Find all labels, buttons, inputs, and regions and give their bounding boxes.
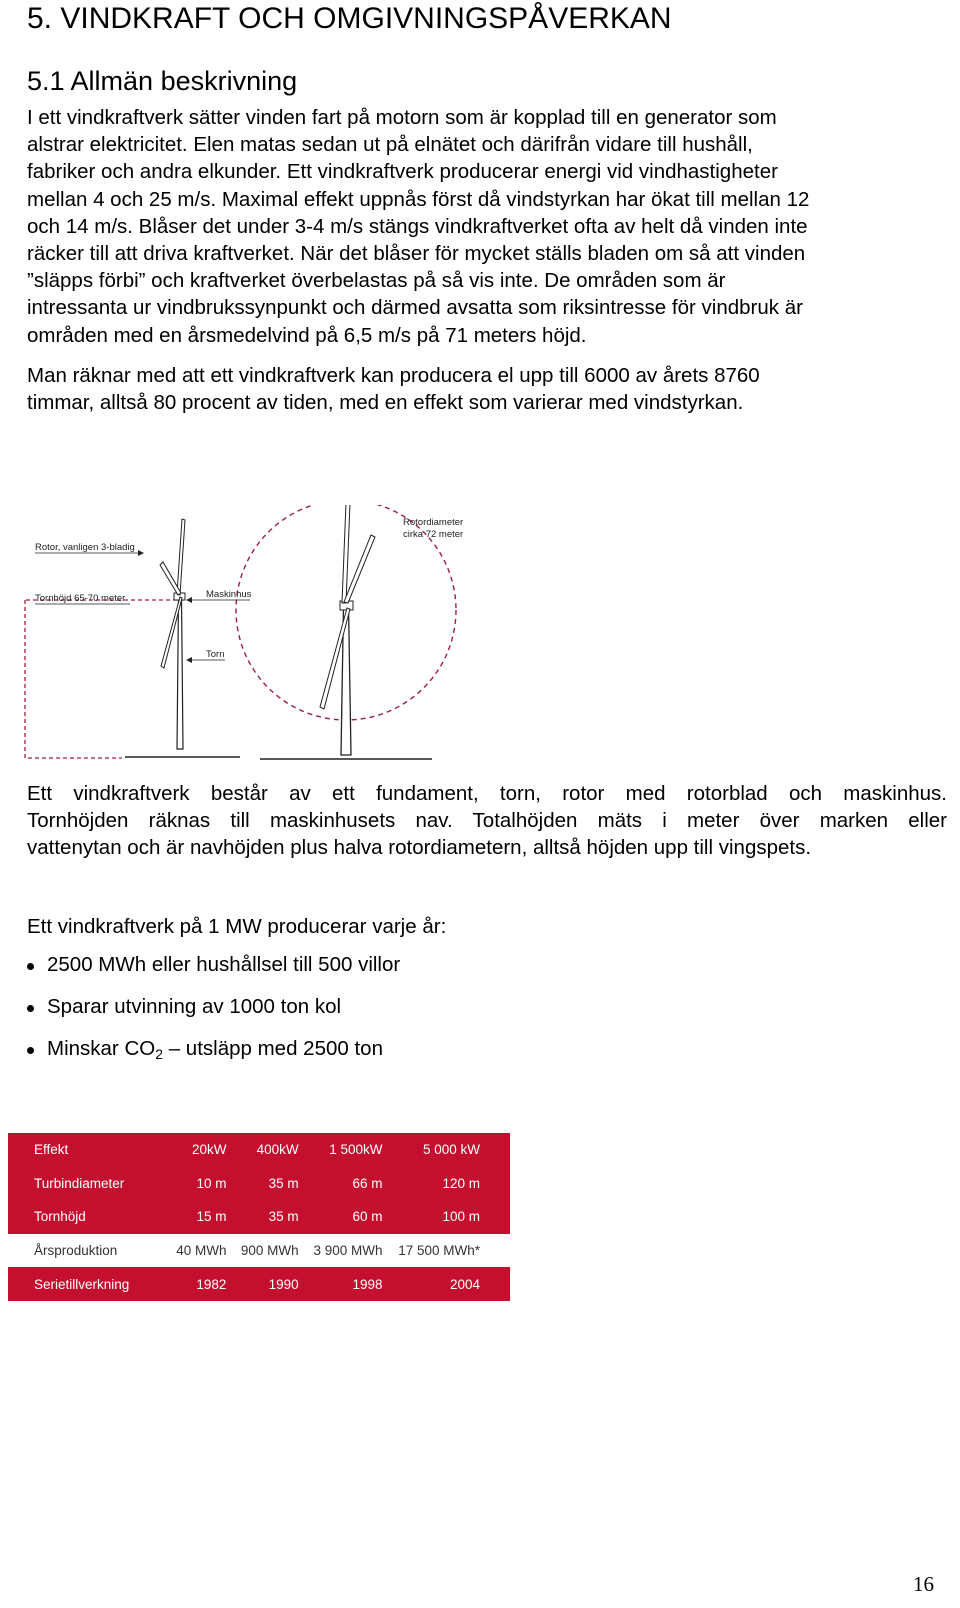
table-cell: 120 m [383, 1167, 511, 1201]
paragraph-production-hours [27, 362, 947, 416]
list-item [27, 992, 400, 1034]
row-label: Effekt [8, 1133, 149, 1167]
paragraph-components [27, 780, 947, 862]
text-line: räcker till att driva kraftverket. När det blåser för mycket ställs bladen om så att vinden [27, 242, 806, 266]
table-cell: 1 500kW [299, 1133, 383, 1167]
list-item [27, 1034, 400, 1076]
row-label: Tornhöjd [8, 1200, 149, 1234]
subscript: 2 [155, 1046, 164, 1062]
table-cell: 900 MWh [226, 1234, 298, 1268]
label-tower: Torn [206, 649, 225, 660]
label-nacelle: Maskinhus [206, 589, 252, 600]
table-cell: 100 m [383, 1200, 511, 1234]
table-cell: 15 m [149, 1200, 226, 1234]
small-turbine-blade [177, 519, 185, 595]
label-rotor-diameter: Rotordiameter [403, 517, 464, 528]
table-cell: 1982 [149, 1267, 226, 1301]
page-heading: 5. VINDKRAFT OCH OMGIVNINGSPÅVERKAN [27, 2, 672, 35]
text-line: mellan 4 och 25 m/s. Maximal effekt uppnås först då vindstyrkan har ökat till mellan 12 [27, 187, 810, 211]
small-turbine-tower [177, 597, 183, 749]
text-line: Man räknar med att ett vindkraftverk kan producera el upp till 6000 av årets 8760 [27, 364, 760, 387]
list-item-text: 2500 MWh eller hushållsel till 500 villor [47, 953, 401, 976]
large-turbine [236, 505, 456, 755]
bullet-icon [27, 963, 34, 970]
section-subheading: 5.1 Allmän beskrivning [27, 66, 298, 96]
table-cell: 2004 [383, 1267, 511, 1301]
arrow-icon [186, 597, 192, 603]
row-label: Årsproduktion [8, 1234, 149, 1268]
turbine-specification-table [8, 1133, 510, 1301]
table-cell: 5 000 kW [383, 1133, 511, 1167]
table-cell: 60 m [299, 1200, 383, 1234]
production-list [27, 950, 400, 1076]
table-cell: 1990 [226, 1267, 298, 1301]
table-cell: 3 900 MWh [299, 1234, 383, 1268]
tower-height-dashed-line [25, 600, 122, 758]
row-label: Serietillverkning [8, 1267, 149, 1301]
text-line: intressanta ur vindbrukssynpunkt och därmed avsatta som riksintresse för vindbruk är [27, 296, 803, 320]
text-line: Ett vindkraftverk består av ett fundament, torn, rotor med rotorblad och maskinhus. [27, 782, 947, 805]
table-cell: 66 m [299, 1167, 383, 1201]
paragraph-general-description [27, 104, 947, 349]
table-row [8, 1167, 510, 1201]
page-number: 16 [913, 1572, 934, 1596]
table-cell: 35 m [226, 1200, 298, 1234]
list-item [27, 950, 400, 992]
text-line: Ett vindkraftverk på 1 MW producerar varje år: [27, 915, 447, 938]
text-line: fabriker och andra elkunder. Ett vindkraftverk producerar energi vid vindhastigheter [27, 160, 778, 184]
table-row [8, 1133, 510, 1167]
wind-turbine-diagram [20, 505, 480, 765]
table-cell: 10 m [149, 1167, 226, 1201]
label-rotor: Rotor, vanligen 3-bladig [35, 542, 135, 553]
label-rotor-diameter-value: cirka 72 meter [403, 529, 464, 540]
table-cell: 400kW [226, 1133, 298, 1167]
arrow-icon [186, 657, 192, 663]
table-cell: 17 500 MWh* [383, 1234, 511, 1268]
list-item-text: Sparar utvinning av 1000 ton kol [47, 995, 342, 1018]
text-line: vattenytan och är navhöjden plus halva rotordiametern, alltså höjden upp till vingspets. [27, 836, 812, 860]
text-line: timmar, alltså 80 procent av tiden, med en effekt som varierar med vindstyrkan. [27, 391, 744, 415]
bullet-icon [27, 1005, 34, 1012]
table-row [8, 1200, 510, 1234]
label-tower-height: Tornhöjd 65-70 meter [35, 593, 126, 604]
production-intro [27, 913, 947, 940]
list-item-text-post: – utsläpp med 2500 ton [163, 1037, 383, 1060]
bullet-icon [27, 1047, 34, 1054]
table-cell: 35 m [226, 1167, 298, 1201]
text-line: alstrar elektricitet. Elen matas sedan ut på elnätet och därifrån vidare till hushåll, [27, 133, 753, 157]
text-line: Tornhöjden räknas till maskinhusets nav. Totalhöjden mäts i meter över marken eller [27, 809, 947, 833]
table-cell: 1998 [299, 1267, 383, 1301]
text-line: I ett vindkraftverk sätter vinden fart på motorn som är kopplad till en generator som [27, 106, 777, 129]
small-turbine [160, 519, 185, 749]
large-turbine-blade [342, 505, 350, 603]
table-cell: 40 MWh [149, 1234, 226, 1268]
table-row [8, 1234, 510, 1268]
table-cell: 20kW [149, 1133, 226, 1167]
text-line: ”släpps förbi” och kraftverket överbelastas på så vis inte. De områden som är [27, 269, 726, 293]
text-line: områden med en årsmedelvind på 6,5 m/s på 71 meters höjd. [27, 323, 587, 347]
row-label: Turbindiameter [8, 1167, 149, 1201]
text-line: och 14 m/s. Blåser det under 3-4 m/s stängs vindkraftverket ofta av helt då vinden inte [27, 214, 808, 238]
table-row [8, 1267, 510, 1301]
list-item-text-pre: Minskar CO [47, 1037, 156, 1060]
arrow-icon [138, 550, 144, 556]
